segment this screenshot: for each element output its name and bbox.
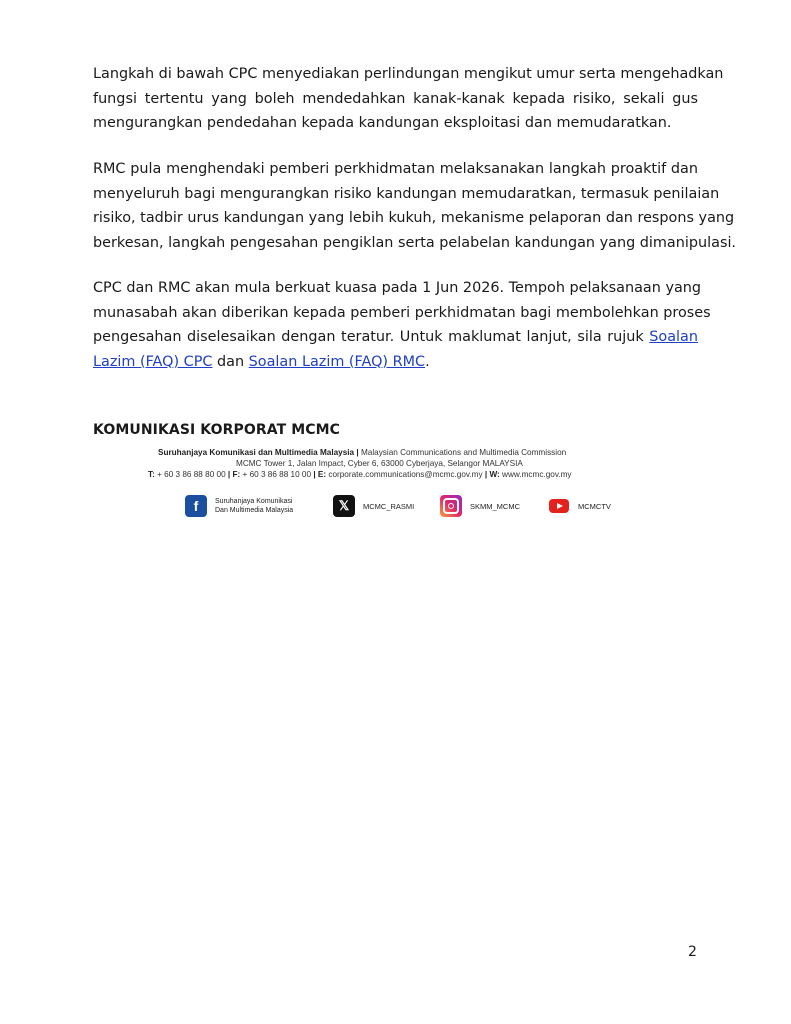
facebook-label-line: Dan Multimedia Malaysia	[215, 507, 294, 514]
org-name-malay: Suruhanjaya Komunikasi dan Multimedia Malaysia	[158, 448, 355, 457]
paragraph-line: RMC pula menghendaki pemberi perkhidmatan melaksanakan langkah proaktif dan	[93, 161, 698, 177]
paragraph-line: munasabah akan diberikan kepada pemberi perkhidmatan bagi membolehkan proses	[93, 304, 711, 321]
paragraph-line: mengurangkan pendedahan kepada kandungan eksploitasi dan memudaratkan.	[93, 115, 672, 131]
x-item[interactable]	[333, 495, 414, 517]
x-handle: MCMC_RASMI	[363, 501, 415, 511]
separator: |	[227, 470, 231, 479]
instagram-item[interactable]	[440, 495, 520, 517]
web-label: W:	[489, 470, 500, 479]
email-value[interactable]: corporate.communications@mcmc.gov.my	[328, 470, 483, 479]
fax-value: + 60 3 86 88 10 00	[242, 470, 312, 479]
paragraph-line	[93, 325, 698, 350]
paragraph-line: fungsi tertentu yang boleh mendedahkan kanak-kanak kepada risiko, sekali gus	[93, 90, 698, 107]
paragraph-line: menyeluruh bagi mengurangkan risiko kandungan memudaratkan, termasuk penilaian	[93, 185, 720, 202]
contacts-row	[148, 469, 648, 480]
separator: |	[484, 470, 488, 479]
paragraph-line: Langkah di bawah CPC menyediakan perlindungan mengikut umur serta mengehadkan	[93, 66, 724, 82]
tel-label: T:	[148, 470, 155, 479]
youtube-handle: MCMCTV	[578, 501, 611, 511]
paragraph-text: pengesahan diselesaikan dengan teratur. Untuk maklumat lanjut, sila rujuk	[93, 329, 644, 345]
paragraph-rmc-measures	[93, 157, 737, 255]
section-heading: KOMUNIKASI KORPORAT MCMC	[93, 422, 341, 438]
instagram-icon	[440, 495, 462, 517]
social-media-bar	[185, 495, 615, 521]
paragraph-effective-date	[93, 276, 711, 374]
facebook-label	[215, 497, 293, 515]
tel-value: + 60 3 86 88 80 00	[157, 470, 226, 479]
youtube-item[interactable]	[548, 495, 611, 517]
connector-text: dan	[217, 353, 245, 370]
facebook-icon: f	[185, 495, 207, 517]
paragraph-line: berkesan, langkah pengesahan pengiklan serta pelabelan kandungan yang dimanipulasi.	[93, 234, 737, 251]
email-label: E:	[317, 470, 327, 479]
org-name-english: Malaysian Communications and Multimedia Commission	[360, 448, 567, 457]
paragraph-age-protection	[93, 62, 724, 136]
facebook-label-line: Suruhanjaya Komunikasi	[215, 498, 293, 505]
sentence-end: .	[425, 353, 430, 370]
separator: |	[313, 470, 316, 479]
paragraph-line	[93, 350, 698, 375]
faq-cpc-link-cont[interactable]: Lazim (FAQ) CPC	[93, 353, 213, 370]
page-number: 2	[688, 944, 697, 960]
youtube-icon	[548, 495, 570, 517]
facebook-item[interactable]	[185, 495, 293, 517]
paragraph-line: CPC dan RMC akan mula berkuat kuasa pada 1 Jun 2026. Tempoh pelaksanaan yang	[93, 280, 702, 296]
faq-cpc-link[interactable]: Soalan	[649, 329, 698, 345]
org-names-row	[148, 447, 648, 458]
address-row: MCMC Tower 1, Jalan Impact, Cyber 6, 63000 Cyberjaya, Selangor MALAYSIA	[236, 459, 523, 468]
x-icon: 𝕏	[333, 495, 355, 517]
fax-label: F:	[232, 470, 241, 479]
instagram-handle: SKMM_MCMC	[470, 501, 520, 511]
contact-footer	[148, 447, 648, 480]
web-value[interactable]: www.mcmc.gov.my	[502, 470, 572, 479]
faq-rmc-link[interactable]: Soalan Lazim (FAQ) RMC	[248, 353, 426, 370]
separator: |	[356, 448, 359, 457]
paragraph-line: risiko, tadbir urus kandungan yang lebih kukuh, mekanisme pelaporan dan respons yang	[93, 210, 735, 226]
